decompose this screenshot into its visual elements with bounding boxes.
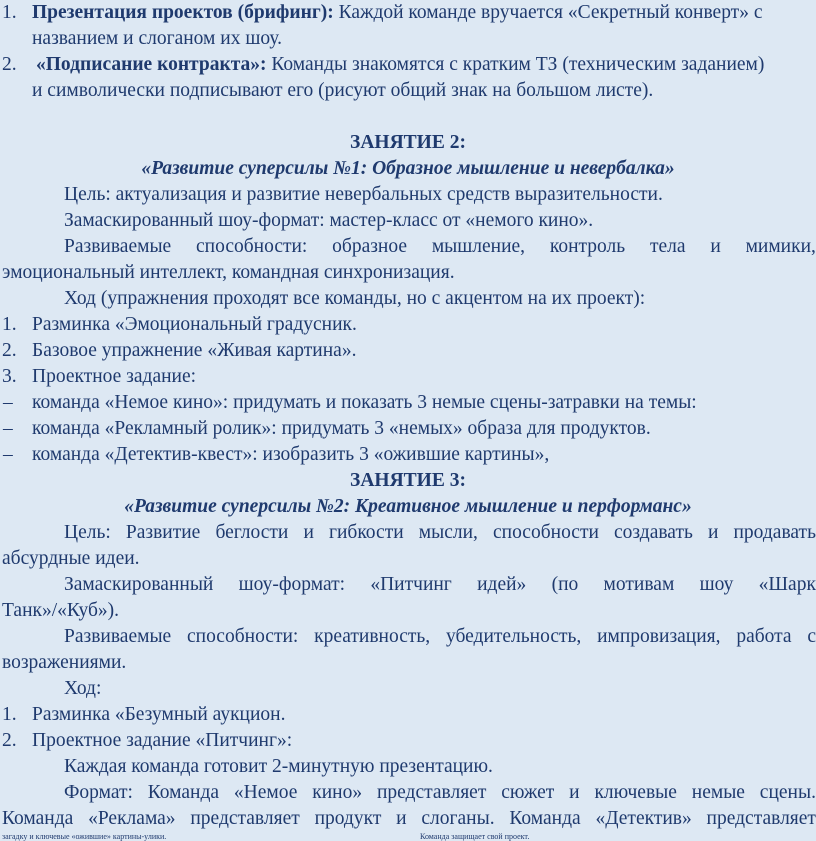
word: Замаскированный bbox=[64, 574, 214, 595]
word: «Питчинг bbox=[370, 574, 452, 595]
list-item-text: Каждой команде вручается «Секретный конверт» с bbox=[333, 2, 763, 23]
lesson3-format-continuation: Танк»/«Куб»). bbox=[2, 600, 119, 621]
word: гибкости bbox=[328, 522, 404, 543]
lesson3-format-desc bbox=[64, 780, 816, 806]
list-item bbox=[36, 52, 764, 78]
lesson3-heading: ЗАНЯТИЕ 3: bbox=[350, 470, 466, 491]
word: мышление, bbox=[431, 236, 526, 257]
word: и bbox=[710, 236, 721, 257]
step-text: Разминка «Безумный аукцион. bbox=[32, 704, 286, 725]
lesson2-goal: Цель: актуализация и развитие невербальных средств выразительности. bbox=[64, 184, 663, 205]
word: Развиваемые bbox=[64, 626, 172, 647]
word: «Детектив» bbox=[595, 808, 692, 829]
word: работа bbox=[736, 626, 792, 647]
word: кино» bbox=[312, 782, 363, 803]
step-number: 1. bbox=[2, 704, 17, 725]
word: сцены. bbox=[759, 782, 816, 803]
word: Развиваемые bbox=[64, 236, 172, 257]
word: мысли, bbox=[418, 522, 478, 543]
word: мотивам bbox=[603, 574, 675, 595]
word: тела bbox=[649, 236, 686, 257]
word: беглости bbox=[215, 522, 289, 543]
list-number: 1. bbox=[2, 2, 17, 23]
step-number: 3. bbox=[2, 366, 17, 387]
lesson3-abilities bbox=[64, 624, 816, 650]
lesson3-format-desc-line3: загадку и ключевые «ожившие» картины-улики. bbox=[2, 832, 167, 841]
word: и bbox=[569, 782, 580, 803]
word: сюжет bbox=[501, 782, 555, 803]
list-number: 2. bbox=[2, 54, 17, 75]
word: импровизация, bbox=[597, 626, 721, 647]
word: Развитие bbox=[125, 522, 201, 543]
word: продавать bbox=[733, 522, 816, 543]
lesson3-prep: Каждая команда готовит 2-минутную презентацию. bbox=[64, 756, 493, 777]
lesson3-subheading: «Развитие суперсилы №2: Креативное мышление и перформанс» bbox=[124, 496, 692, 517]
word: представляет bbox=[190, 808, 300, 829]
lesson3-format-desc-line2 bbox=[2, 806, 816, 832]
word: Команда bbox=[2, 808, 74, 829]
word: креативность, bbox=[314, 626, 431, 647]
word: и bbox=[303, 522, 314, 543]
word: Цель: bbox=[64, 522, 111, 543]
word: способности: bbox=[196, 236, 308, 257]
task-text: команда «Немое кино»: придумать и показать 3 немые сцены-затравки на темы: bbox=[32, 392, 697, 413]
word: Команда bbox=[147, 782, 220, 803]
word: убедительность, bbox=[445, 626, 582, 647]
word: с bbox=[807, 626, 816, 647]
lesson3-progress: Ход: bbox=[64, 678, 102, 699]
lesson2-abilities bbox=[64, 234, 816, 260]
lesson3-format bbox=[64, 572, 816, 598]
word: немые bbox=[691, 782, 745, 803]
word: представляет bbox=[376, 782, 487, 803]
word: Формат: bbox=[64, 782, 133, 803]
word: создавать bbox=[614, 522, 693, 543]
word: и bbox=[396, 808, 407, 829]
word: представляет bbox=[706, 808, 816, 829]
step-text: Базовое упражнение «Живая картина». bbox=[32, 340, 357, 361]
word: ключевые bbox=[594, 782, 677, 803]
step-text: Проектное задание «Питчинг»: bbox=[32, 730, 293, 751]
dash-bullet: – bbox=[3, 418, 13, 439]
word: шоу-формат: bbox=[238, 574, 346, 595]
word: (по bbox=[551, 574, 579, 595]
word: «Шарк bbox=[758, 574, 816, 595]
dash-bullet: – bbox=[3, 444, 13, 465]
list-item-title: «Подписание контракта»: bbox=[36, 54, 267, 75]
word: идей» bbox=[477, 574, 527, 595]
word: контроль bbox=[549, 236, 626, 257]
task-text: команда «Рекламный ролик»: придумать 3 «немых» образа для продуктов. bbox=[32, 418, 651, 439]
list-item-text: Команды знакомятся с кратким ТЗ (техническим заданием) bbox=[266, 54, 765, 75]
task-text: команда «Детектив-квест»: изобразить 3 «ожившие картины», bbox=[32, 444, 550, 465]
lesson3-defend: Команда защищает свой проект. bbox=[420, 832, 530, 841]
word: Команда bbox=[509, 808, 581, 829]
list-item bbox=[32, 0, 762, 26]
lesson2-abilities-continuation: эмоциональный интеллект, командная синхронизация. bbox=[2, 262, 455, 283]
word: образное bbox=[332, 236, 408, 257]
lesson2-subheading: «Развитие суперсилы №1: Образное мышление и невербалка» bbox=[141, 158, 675, 179]
word: слоганы. bbox=[421, 808, 495, 829]
word: и bbox=[707, 522, 719, 543]
step-number: 1. bbox=[2, 314, 17, 335]
lesson3-abilities-continuation: возражениями. bbox=[2, 652, 127, 673]
dash-bullet: – bbox=[3, 392, 13, 413]
word: шоу bbox=[699, 574, 734, 595]
word: способности bbox=[492, 522, 599, 543]
lesson2-heading: ЗАНЯТИЕ 2: bbox=[350, 132, 466, 153]
step-number: 2. bbox=[2, 730, 17, 751]
lesson3-goal-continuation: абсурдные идеи. bbox=[2, 548, 140, 569]
list-item-title: Презентация проектов (брифинг): bbox=[32, 2, 334, 23]
step-text: Разминка «Эмоциональный градусник. bbox=[32, 314, 357, 335]
step-text: Проектное задание: bbox=[32, 366, 197, 387]
list-item-continuation: названием и слоганом их шоу. bbox=[32, 28, 283, 49]
word: «Реклама» bbox=[88, 808, 176, 829]
step-number: 2. bbox=[2, 340, 17, 361]
lesson2-progress: Ход (упражнения проходят все команды, но с акцентом на их проект): bbox=[64, 288, 646, 309]
word: продукт bbox=[314, 808, 382, 829]
list-item-continuation: и символически подписывают его (рисуют общий знак на большом листе). bbox=[32, 80, 654, 101]
lesson3-goal bbox=[64, 520, 816, 546]
word: мимики, bbox=[745, 236, 816, 257]
word: «Немое bbox=[233, 782, 298, 803]
lesson2-format: Замаскированный шоу-формат: мастер-класс от «немого кино». bbox=[64, 210, 594, 231]
word: способности: bbox=[186, 626, 299, 647]
